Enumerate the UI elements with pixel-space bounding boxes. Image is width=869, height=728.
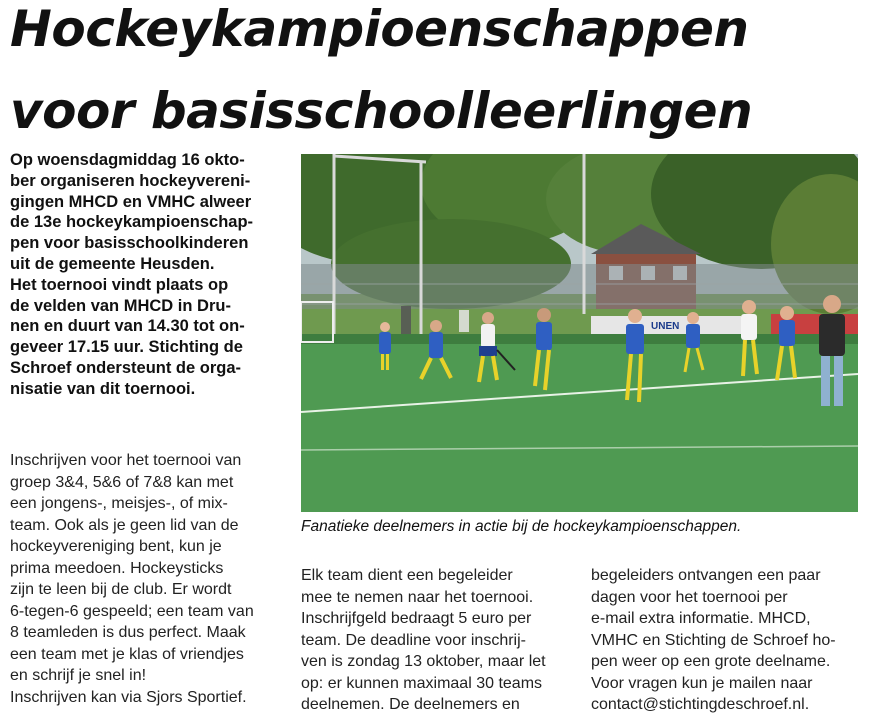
body-line: prima meedoen. Hockeysticks — [10, 559, 224, 577]
body-line: deelnemen. De deelnemers en — [301, 696, 520, 713]
intro-line: de 13e hockeykampioenschap- — [10, 213, 254, 232]
body-line: contact@stichtingdeschroef.nl. — [591, 696, 810, 713]
body-line: pen weer op een grote deelname. — [591, 653, 831, 670]
body-line: ven is zondag 13 oktober, maar let — [301, 653, 546, 670]
body-line: een jongens-, meisjes-, of mix- — [10, 495, 228, 512]
body-line: begeleiders ontvangen een paar — [591, 567, 821, 584]
intro-paragraph — [10, 150, 282, 400]
photo-caption: Fanatieke deelnemers in actie bij de hockeykampioenschappen. — [301, 518, 742, 535]
body-column-3 — [591, 565, 863, 716]
intro-line: ber organiseren hockeyvereni- — [10, 171, 251, 190]
body-line: team. De deadline voor inschrij- — [301, 631, 526, 649]
intro-line: nen en duurt van 14.30 tot on- — [10, 317, 245, 336]
body-line: groep 3&4, 5&6 of 7&8 kan met — [10, 473, 234, 491]
body-line: dagen voor het toernooi per — [591, 588, 788, 606]
intro-line: nisatie van dit toernooi. — [10, 379, 196, 398]
body-line: team. Ook als je geen lid van de — [10, 516, 239, 534]
intro-line: Schroef ondersteunt de orga- — [10, 358, 242, 377]
body-line: hockeyvereniging bent, kun je — [10, 538, 222, 555]
intro-line: Het toernooi vindt plaats op — [10, 275, 229, 294]
intro-line: geveer 17.15 uur. Stichting de — [10, 338, 243, 357]
intro-line: pen voor basisschoolkinderen — [10, 234, 249, 253]
body-line: 8 teamleden is dus perfect. Maak — [10, 624, 246, 641]
body-line: Inschrijven voor het toernooi van — [10, 452, 242, 469]
body-line: zijn te leen bij de club. Er wordt — [10, 581, 232, 598]
body-column-1 — [10, 450, 282, 708]
body-line: een team met je klas of vriendjes — [10, 645, 244, 663]
body-line: mee te nemen naar het toernooi. — [301, 588, 534, 606]
hockey-photo — [301, 154, 858, 512]
headline-line-2: voor basisschoolleerlingen — [10, 82, 753, 140]
intro-line: uit de gemeente Heusden. — [10, 254, 215, 273]
sponsor-banner-text: UNEN — [651, 321, 680, 332]
body-line: Voor vragen kun je mailen naar — [591, 674, 813, 692]
body-line: 6-tegen-6 gespeeld; een team van — [10, 602, 254, 620]
body-column-2 — [301, 565, 573, 716]
body-line: Inschrijfgeld bedraagt 5 euro per — [301, 610, 532, 627]
body-line: VMHC en Stichting de Schroef ho- — [591, 631, 836, 649]
hockey-scene-illustration — [301, 154, 858, 512]
intro-line: Op woensdagmiddag 16 okto- — [10, 151, 245, 169]
intro-line: gingen MHCD en VMHC alweer — [10, 192, 252, 211]
headline-line-1: Hockeykampioenschappen — [10, 0, 749, 58]
intro-line: de velden van MHCD in Dru- — [10, 296, 231, 315]
body-line: en schrijf je snel in! — [10, 667, 147, 684]
body-line: op: er kunnen maximaal 30 teams — [301, 674, 543, 692]
body-line: Inschrijven kan via Sjors Sportief. — [10, 688, 247, 706]
body-line: Elk team dient een begeleider — [301, 567, 513, 584]
body-line: e-mail extra informatie. MHCD, — [591, 610, 811, 627]
